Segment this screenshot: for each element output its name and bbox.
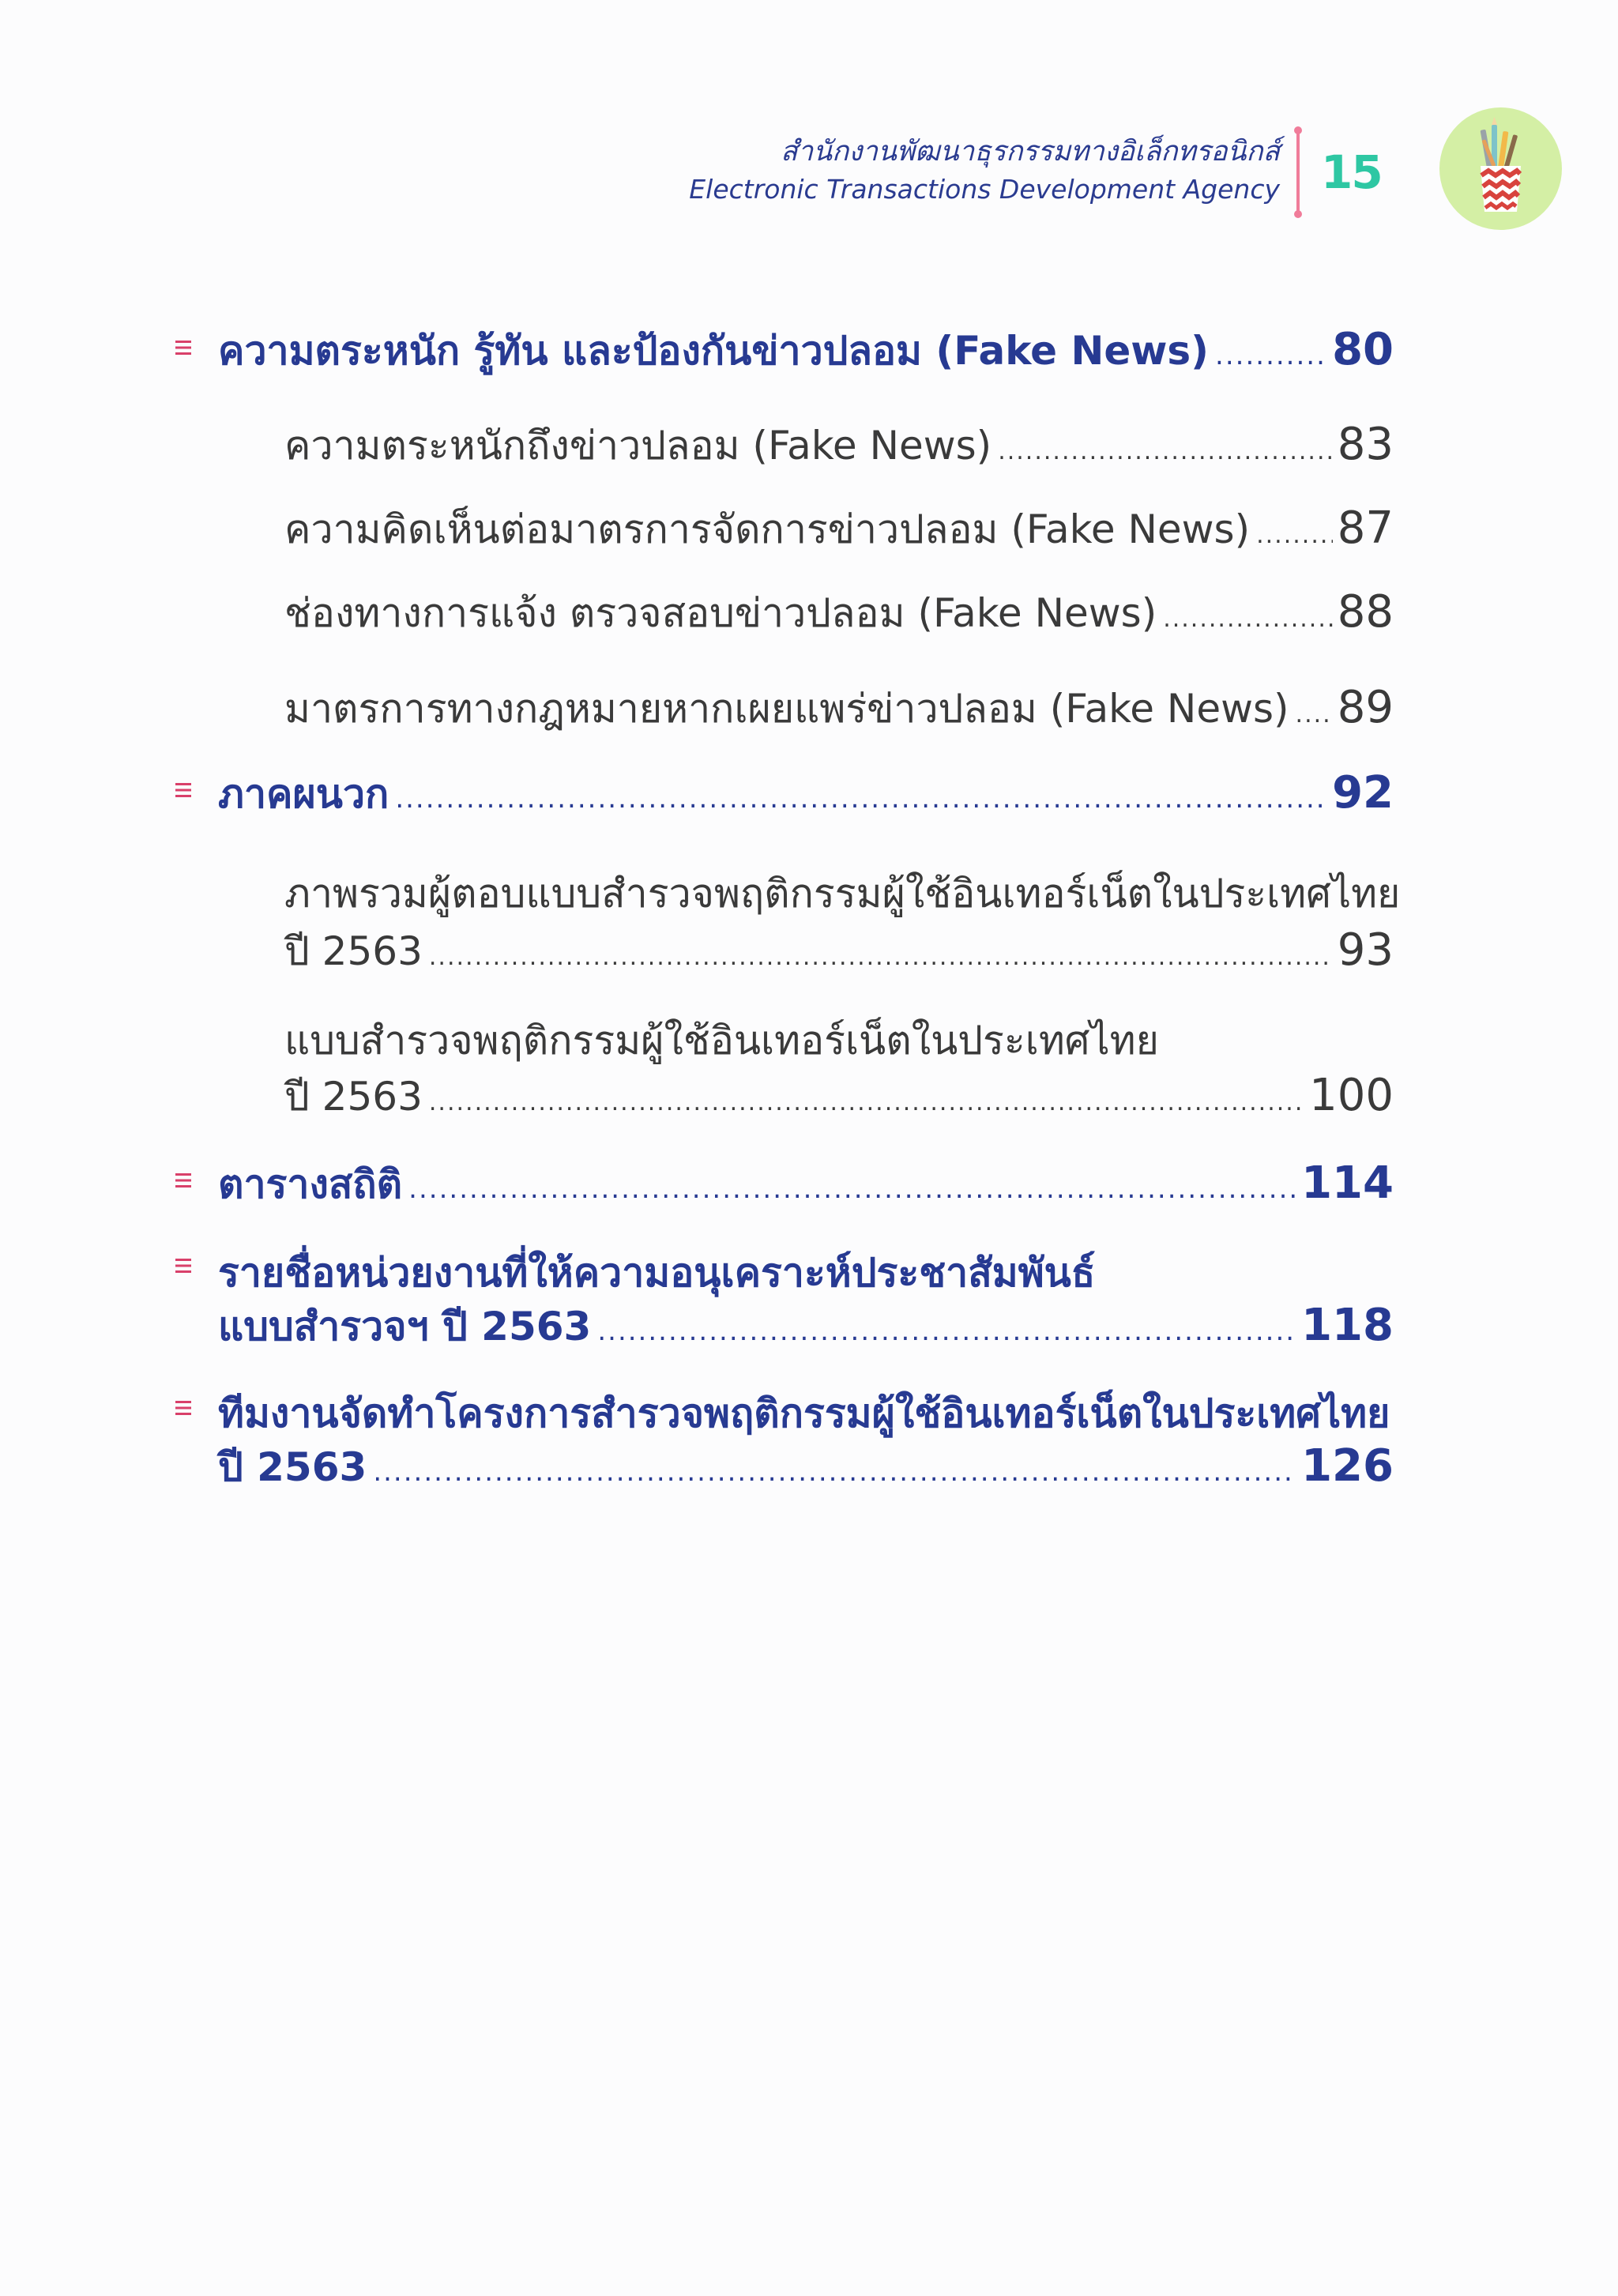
toc-entry-page: 114	[1301, 1157, 1394, 1209]
toc-subentry-title: ช่องทางการแจ้ง ตรวจสอบข่าวปลอม (Fake News)	[284, 590, 1157, 636]
toc-entry-title-cont: แบบสำรวจฯ ปี 2563	[218, 1304, 592, 1349]
toc-subentry-page: 83	[1337, 419, 1394, 470]
menu-bullet-icon	[174, 1171, 193, 1190]
toc-subentry-title-cont: ปี 2563	[284, 928, 423, 974]
menu-bullet-icon	[174, 781, 193, 800]
toc-subentry-title-cont: ปี 2563	[284, 1074, 423, 1120]
dot-leader	[395, 783, 1327, 815]
toc-entry-appendix[interactable]	[218, 763, 1394, 826]
toc-entry-page: 126	[1301, 1440, 1394, 1492]
page-number: 15	[1321, 145, 1382, 199]
toc-entry-statistics[interactable]	[218, 1154, 1394, 1216]
toc-entry-title: รายชื่อหน่วยงานที่ให้ความอนุเคราะห์ประชาสัมพันธ์	[218, 1250, 1096, 1296]
header-divider	[1296, 130, 1300, 214]
toc-subentry[interactable]	[284, 920, 1394, 983]
toc-subentry-title: มาตรการทางกฎหมายหากเผยแพร่ข่าวปลอม (Fake News)	[284, 686, 1289, 732]
pencil-cup-icon	[1439, 107, 1562, 230]
page-header	[689, 133, 1280, 209]
dot-leader	[373, 1456, 1296, 1488]
org-name-english: Electronic Transactions Development Agency	[689, 174, 1280, 205]
toc-entry-page: 118	[1301, 1300, 1394, 1351]
dot-leader	[1163, 605, 1333, 633]
toc-subentry[interactable]	[284, 499, 1394, 561]
toc-entry-page: 92	[1332, 767, 1394, 819]
toc-subentry-title: แบบสำรวจพฤติกรรมผู้ใช้อินเทอร์เน็ตในประเทศไทย	[284, 1018, 1159, 1063]
toc-entry-title: ภาคผนวก	[218, 771, 389, 817]
toc-entry-title-cont: ปี 2563	[218, 1444, 367, 1490]
toc-subentry[interactable]	[284, 678, 1394, 740]
toc-entry-title: ความตระหนัก รู้ทัน และป้องกันข่าวปลอม (Fake News)	[218, 328, 1210, 374]
toc-subentry-title: ความตระหนักถึงข่าวปลอม (Fake News)	[284, 423, 992, 469]
org-name-thai: สำนักงานพัฒนาธุรกรรมทางอิเล็กทรอนิกส์	[781, 136, 1280, 167]
toc-subentry[interactable]	[284, 582, 1394, 645]
toc-entry-page: 80	[1332, 324, 1394, 375]
toc-subentry-title: ความคิดเห็นต่อมาตรการจัดการข่าวปลอม (Fake News)	[284, 506, 1251, 552]
toc-entry-cooperating-agencies[interactable]	[218, 1296, 1394, 1358]
dot-leader	[998, 438, 1333, 465]
toc-entry-title: ทีมงานจัดทำโครงการสำรวจพฤติกรรมผู้ใช้อินเทอร์เน็ตในประเทศไทย	[218, 1391, 1390, 1436]
dot-leader	[408, 1173, 1296, 1205]
menu-bullet-icon	[174, 338, 193, 357]
dot-leader	[1296, 701, 1333, 728]
dot-leader	[429, 1089, 1304, 1116]
toc-entry-title: ตารางสถิติ	[218, 1161, 403, 1207]
toc-subentry[interactable]	[284, 1066, 1394, 1128]
dot-leader	[429, 943, 1333, 971]
toc-entry-fake-news[interactable]	[218, 320, 1394, 382]
toc-subentry-page: 87	[1337, 502, 1394, 554]
toc-subentry-title: ภาพรวมผู้ตอบแบบสำรวจพฤติกรรมผู้ใช้อินเทอร์เน็ตในประเทศไทย	[284, 871, 1401, 917]
toc-subentry-page: 100	[1309, 1070, 1394, 1121]
toc-entry-project-team[interactable]	[218, 1436, 1394, 1499]
dot-leader	[1215, 340, 1327, 371]
toc-subentry-page: 89	[1337, 682, 1394, 733]
menu-bullet-icon	[174, 1398, 193, 1417]
dot-leader	[597, 1315, 1296, 1347]
toc-subentry-page: 93	[1337, 924, 1394, 976]
toc-subentry-page: 88	[1337, 586, 1394, 638]
dot-leader	[1256, 521, 1333, 549]
toc-subentry[interactable]	[284, 415, 1394, 477]
menu-bullet-icon	[174, 1256, 193, 1275]
